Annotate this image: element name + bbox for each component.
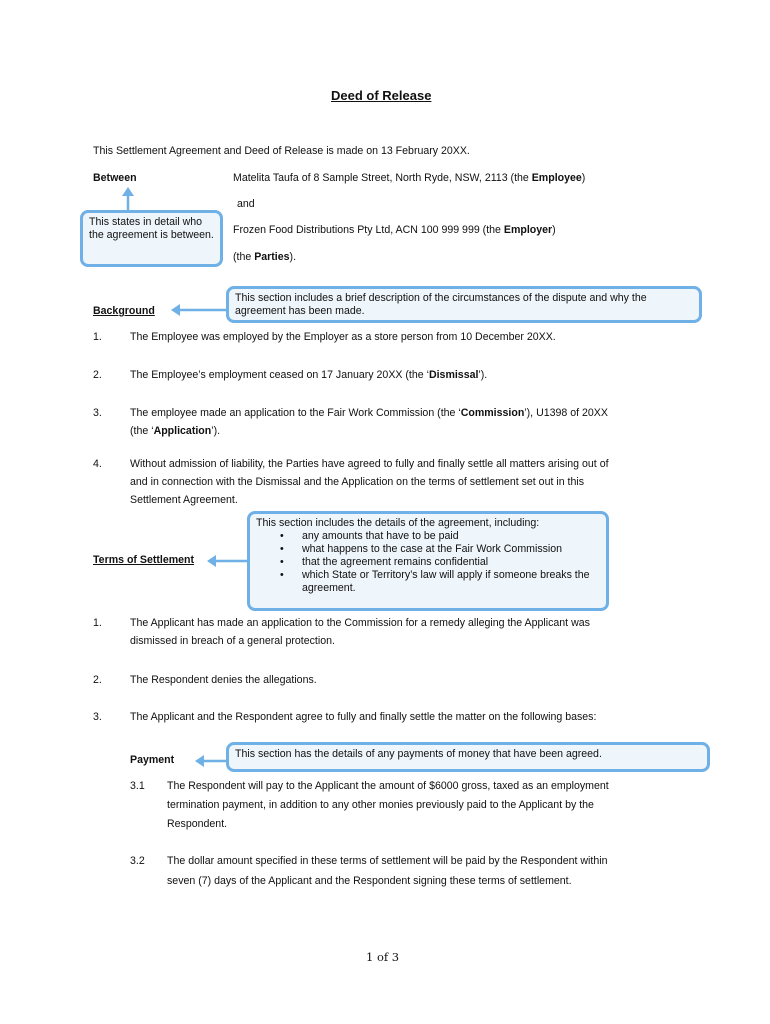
document-title: Deed of Release <box>331 88 432 103</box>
callout-terms-list <box>256 530 600 595</box>
parties-definition: (the Parties). <box>233 251 297 263</box>
payment-item-1-line3: Respondent. <box>167 818 228 830</box>
payment-num-1: 3.1 <box>130 780 145 792</box>
payment-heading: Payment <box>130 754 175 766</box>
left-arrow-icon <box>194 753 230 769</box>
terms-num-2: 2. <box>93 674 102 686</box>
payment-num-2: 3.2 <box>130 855 145 867</box>
background-item-3-line2: (the ‘Application’). <box>130 425 221 437</box>
terms-item-1-line2: dismissed in breach of a general protection. <box>130 635 335 647</box>
and-text: and <box>237 198 255 210</box>
terms-item-1-line1: The Applicant has made an application to the Commission for a remedy alleging the Applicant was <box>130 617 590 629</box>
background-num-1: 1. <box>93 331 102 343</box>
payment-item-2-line1: The dollar amount specified in these terms of settlement will be paid by the Respondent within <box>167 855 608 867</box>
intro-text: This Settlement Agreement and Deed of Release is made on 13 February 20XX. <box>93 145 470 157</box>
background-item-4-line3: Settlement Agreement. <box>130 494 238 506</box>
terms-num-3: 3. <box>93 711 102 723</box>
callout-payment: This section has the details of any payments of money that have been agreed. <box>226 742 710 772</box>
callout-terms-item: • that the agreement remains confidential <box>302 556 600 569</box>
terms-item-3: The Applicant and the Respondent agree to fully and finally settle the matter on the following bases: <box>130 711 597 723</box>
background-num-4: 4. <box>93 458 102 470</box>
background-item-1: The Employee was employed by the Employer as a store person from 10 December 20XX. <box>130 331 556 343</box>
left-arrow-icon <box>206 553 252 569</box>
terms-heading: Terms of Settlement <box>93 554 195 566</box>
terms-item-2: The Respondent denies the allegations. <box>130 674 317 686</box>
background-item-2: The Employee’s employment ceased on 17 January 20XX (the ‘Dismissal’). <box>130 369 488 381</box>
background-item-4-line1: Without admission of liability, the Parties have agreed to fully and finally settle all matters arising out of <box>130 458 609 470</box>
callout-terms-item: • which State or Territory’s law will apply if someone breaks the agreement. <box>302 569 602 595</box>
background-num-3: 3. <box>93 407 102 419</box>
callout-between: This states in detail who the agreement is between. <box>80 210 223 267</box>
callout-background: This section includes a brief description of the circumstances of the dispute and why the agreement has been made. <box>226 286 702 323</box>
background-item-4-line2: and in connection with the Dismissal and the Application on the terms of settlement set out in this <box>130 476 585 488</box>
employer-party: Frozen Food Distributions Pty Ltd, ACN 100 999 999 (the Employer) <box>233 224 556 236</box>
callout-terms <box>247 511 609 611</box>
background-item-3: The employee made an application to the Fair Work Commission (the ‘Commission’), U1398 of 20XX <box>130 407 608 419</box>
payment-item-2-line2: seven (7) days of the Applicant and the Respondent signing these terms of settlement. <box>167 875 572 887</box>
background-heading: Background <box>93 305 155 317</box>
employee-party: Matelita Taufa of 8 Sample Street, North Ryde, NSW, 2113 (the Employee) <box>233 172 586 184</box>
payment-item-1-line1: The Respondent will pay to the Applicant the amount of $6000 gross, taxed as an employment <box>167 780 609 792</box>
callout-terms-item: • what happens to the case at the Fair Work Commission <box>302 543 600 556</box>
left-arrow-icon <box>170 302 230 318</box>
callout-terms-intro: This section includes the details of the agreement, including: <box>256 517 540 529</box>
between-label: Between <box>93 172 137 184</box>
terms-num-1: 1. <box>93 617 102 629</box>
background-num-2: 2. <box>93 369 102 381</box>
page-number: 1 of 3 <box>366 950 400 964</box>
payment-item-1-line2: termination payment, in addition to any other monies previously paid to the Applicant by the <box>167 799 594 811</box>
callout-terms-item: • any amounts that have to be paid <box>302 530 600 543</box>
